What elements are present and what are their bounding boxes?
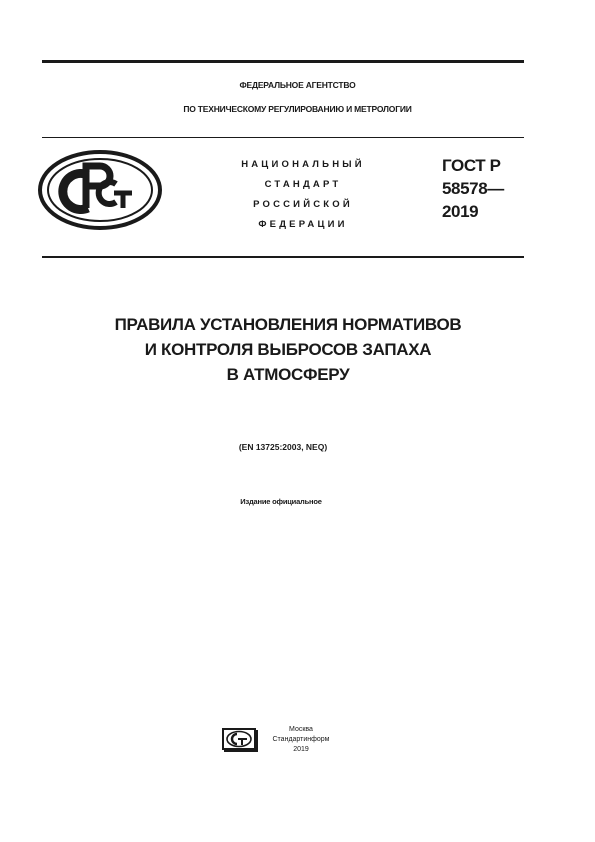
- gost-prefix: ГОСТ Р: [442, 156, 501, 175]
- publisher-block: [260, 725, 342, 755]
- publisher-name: Стандартинформ: [272, 736, 330, 743]
- edition-note: Издание официальное: [240, 497, 322, 506]
- title-line-2: И КОНТРОЛЯ ВЫБРОСОВ ЗАПАХА: [144, 340, 432, 359]
- standard-type-line-3: РОССИЙСКОЙ: [253, 199, 353, 210]
- header-divider: [42, 137, 524, 138]
- bottom-rule: [42, 256, 524, 258]
- standard-type-line-4: ФЕДЕРАЦИИ: [258, 219, 348, 230]
- publisher-year: 2019: [293, 746, 309, 753]
- gost-year: 2019: [442, 202, 479, 221]
- standard-type-block: [214, 155, 392, 235]
- standard-type-line-2: СТАНДАРТ: [264, 179, 342, 190]
- title-line-3: В АТМОСФЕРУ: [226, 365, 350, 384]
- top-rule: [42, 60, 524, 63]
- standartinform-logo-icon: [222, 727, 260, 753]
- agency-name-line-2: ПО ТЕХНИЧЕСКОМУ РЕГУЛИРОВАНИЮ И МЕТРОЛОГИИ: [183, 104, 412, 114]
- agency-name-line-1: ФЕДЕРАЛЬНОЕ АГЕНТСТВО: [239, 80, 356, 90]
- gost-designation: [442, 154, 504, 223]
- document-title: [0, 312, 576, 387]
- reference-standard: (EN 13725:2003, NEQ): [238, 442, 328, 452]
- title-line-1: ПРАВИЛА УСТАНОВЛЕНИЯ НОРМАТИВОВ: [114, 315, 462, 334]
- gost-number: 58578—: [442, 179, 504, 198]
- rst-logo-icon: [38, 150, 162, 230]
- publisher-city: Москва: [289, 726, 313, 733]
- standard-type-line-1: НАЦИОНАЛЬНЫЙ: [241, 159, 365, 170]
